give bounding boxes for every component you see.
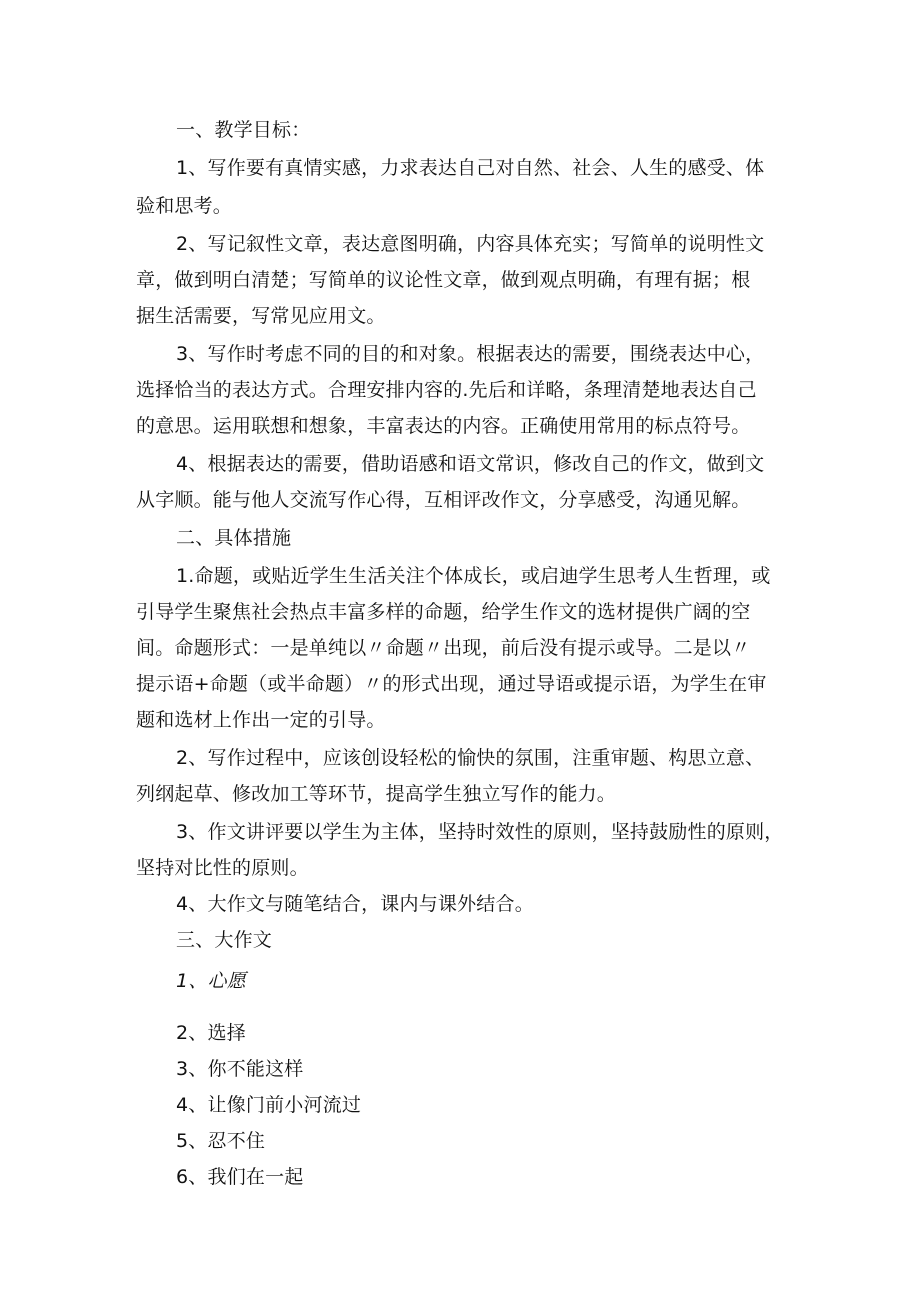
paragraph-line: 提示语+命题（或半命题）〃的形式出现，通过导语或提示语，为学生在审 (136, 673, 767, 695)
paragraph-line: 3、作文讲评要以学生为主体，坚持时效性的原则，坚持鼓励性的原则， (176, 821, 784, 843)
paragraph-line: 2、写记叙性文章，表达意图明确，内容具体充实；写简单的说明性文 (176, 233, 765, 255)
paragraph-line: 4、根据表达的需要，借助语感和语文常识，修改自己的作文，做到文 (176, 453, 765, 475)
paragraph-line: 据生活需要，写常见应用文。 (136, 305, 386, 327)
paragraph-line: 选择恰当的表达方式。合理安排内容的.先后和详略，条理清楚地表达自己 (136, 379, 757, 401)
paragraph-line: 间。命题形式：一是单纯以〃命题〃出现，前后没有提示或导。二是以〃 (136, 637, 751, 659)
paragraph-line: 4、大作文与随笔结合，课内与课外结合。 (176, 893, 534, 915)
paragraph-line: 验和思考。 (136, 195, 233, 217)
paragraph-line: 章，做到明白清楚；写简单的议论性文章，做到观点明确，有理有据；根 (136, 269, 751, 291)
essay-topic-item: 2、选择 (176, 1022, 246, 1044)
essay-topic-item: 1、心愿 (176, 970, 246, 992)
paragraph-line: 的意思。运用联想和想象，丰富表达的内容。正确使用常用的标点符号。 (136, 415, 751, 437)
essay-topic-item: 5、忍不住 (176, 1130, 266, 1152)
section-heading-goals: 一、教学目标： (176, 119, 311, 141)
paragraph-line: 坚持对比性的原则。 (136, 857, 309, 879)
paragraph-line: 1、写作要有真情实感，力求表达自己对自然、社会、人生的感受、体 (176, 157, 765, 179)
paragraph-line: 3、写作时考虑不同的目的和对象。根据表达的需要，围绕表达中心， (176, 343, 765, 365)
essay-topic-item: 3、你不能这样 (176, 1058, 304, 1080)
paragraph-line: 引导学生聚焦社会热点丰富多样的命题，给学生作文的选材提供广阔的空 (136, 601, 751, 623)
essay-topic-item: 4、让像门前小河流过 (176, 1094, 362, 1116)
paragraph-line: 2、写作过程中，应该创设轻松的愉快的氛围，注重审题、构思立意、 (176, 747, 765, 769)
paragraph-line: 列纲起草、修改加工等环节，提高学生独立写作的能力。 (136, 783, 617, 805)
section-heading-measures: 二、具体措施 (176, 527, 292, 549)
paragraph-line: 题和选材上作出一定的引导。 (136, 709, 386, 731)
paragraph-line: 从字顺。能与他人交流写作心得，互相评改作文，分享感受，沟通见解。 (136, 489, 751, 511)
paragraph-line: 1.命题，或贴近学生生活关注个体成长，或启迪学生思考人生哲理，或 (176, 565, 771, 587)
essay-topic-item: 6、我们在一起 (176, 1166, 304, 1188)
section-heading-essays: 三、大作文 (176, 929, 273, 951)
